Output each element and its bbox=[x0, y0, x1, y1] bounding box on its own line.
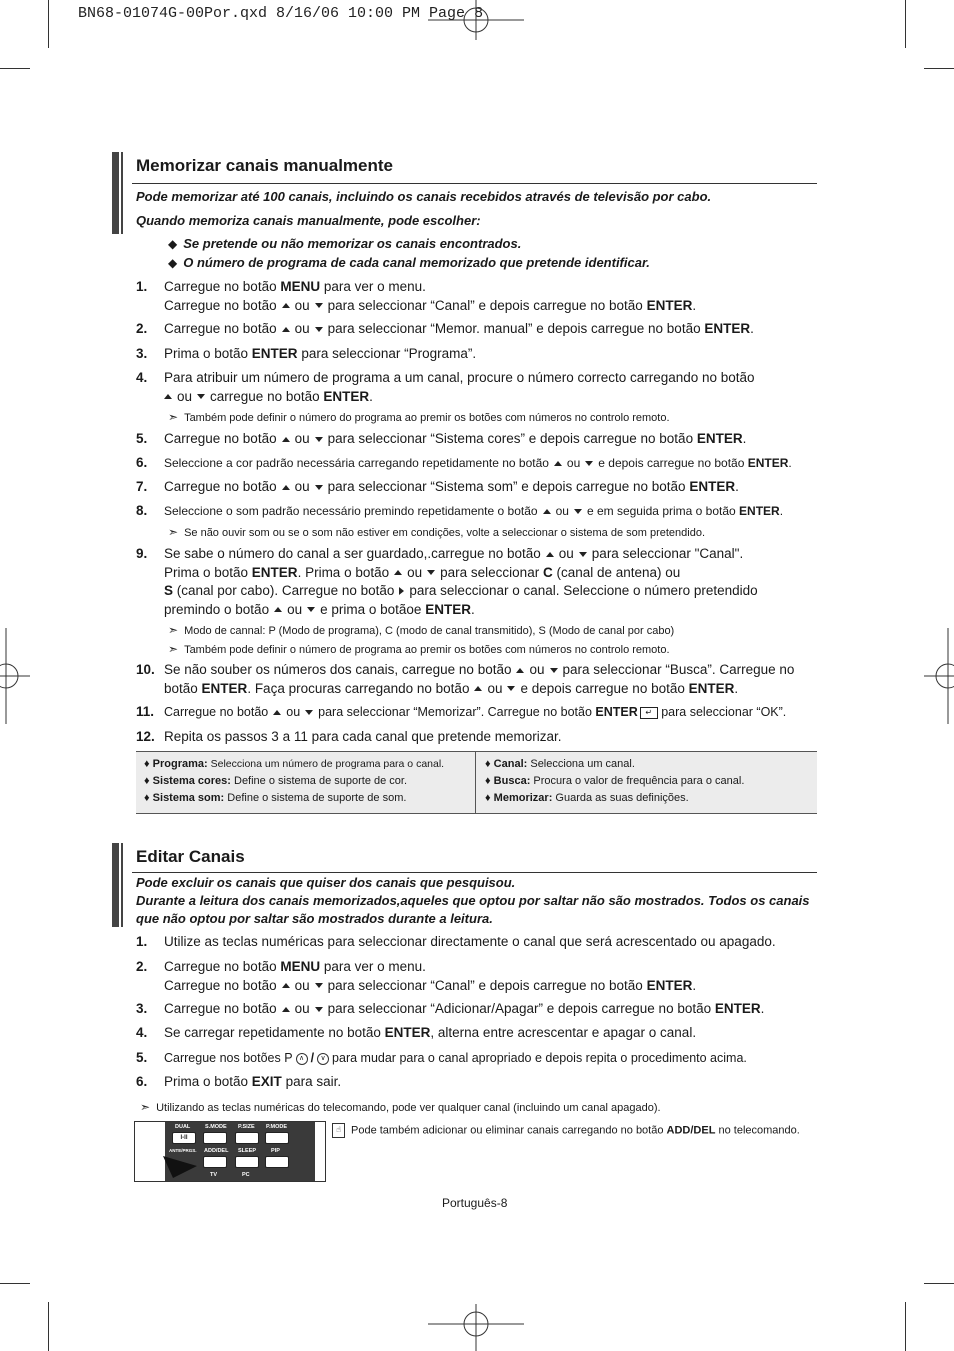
section-bar bbox=[112, 152, 119, 234]
step-2: 2. Carregue no botão ou para seleccionar “Memor. manual” e depois carregue no botão ENTER. bbox=[136, 321, 754, 336]
remote-label: DUAL bbox=[175, 1124, 191, 1130]
down-arrow-icon bbox=[315, 303, 323, 308]
step-9: 9. Se sabe o número do canal a ser guardado,.carregue no botão ou para seleccionar "Canal". Prima o botão ENTER. Prima o botão ou para seleccionar C (canal de antena) ou S (canal por cabo). Carregue no botão para seleccionar o canal. Seleccione o número pretendido premindo o botão ou e prima o botãoe ENTER. bbox=[136, 546, 758, 617]
down-arrow-icon bbox=[550, 668, 558, 673]
pointer-arrow-icon bbox=[163, 1152, 213, 1182]
registration-mark-bottom bbox=[428, 1304, 524, 1351]
down-arrow-icon bbox=[315, 437, 323, 442]
remote-label: ANTE/PRGS. bbox=[169, 1148, 197, 1153]
step-3: 3. Carregue no botão ou para seleccionar “Adicionar/Apagar” e depois carregue no botão ENTER. bbox=[136, 1001, 765, 1016]
info-item: ♦ Memorizar: Guarda as suas definições. bbox=[485, 792, 689, 804]
down-arrow-icon bbox=[507, 686, 515, 691]
arrow-icon: ➣ bbox=[140, 1100, 151, 1114]
right-arrow-icon bbox=[399, 587, 404, 595]
step-5: 5. Carregue no botão ou para seleccionar “Sistema cores” e depois carregue no botão ENTER. bbox=[136, 431, 747, 446]
bullet-item: ◆ Se pretende ou não memorizar os canais encontrados. bbox=[168, 236, 522, 251]
down-arrow-icon bbox=[305, 710, 313, 715]
note: ➣ Utilizando as teclas numéricas do telecomando, pode ver qualquer canal (incluindo um canal apagado). bbox=[140, 1100, 661, 1114]
remote-label: P.MODE bbox=[266, 1124, 287, 1130]
intro-line: Durante a leitura dos canais memorizados,aqueles que optou por saltar não são mostrados. Todos os canais que não optou por saltar são mostrados durante a leitura. bbox=[136, 893, 810, 926]
up-arrow-icon bbox=[516, 668, 524, 673]
up-arrow-icon bbox=[474, 686, 482, 691]
remote-label: S.MODE bbox=[205, 1124, 227, 1130]
remote-tip: ☝ Pode também adicionar ou eliminar canais carregando no botão ADD/DEL no telecomando. bbox=[332, 1123, 800, 1138]
down-arrow-icon bbox=[197, 394, 205, 399]
down-arrow-icon bbox=[585, 461, 593, 466]
remote-label: ADD/DEL bbox=[204, 1148, 229, 1154]
step-8: 8. Seleccione o som padrão necessário premindo repetidamente o botão ou e em seguida prima o botão ENTER. bbox=[136, 503, 784, 518]
info-col-right bbox=[485, 756, 744, 807]
remote-label: PIP bbox=[271, 1148, 280, 1154]
arrow-icon: ➣ bbox=[168, 525, 179, 539]
up-arrow-icon bbox=[282, 437, 290, 442]
up-arrow-icon bbox=[273, 710, 281, 715]
up-arrow-icon bbox=[282, 327, 290, 332]
step-11: 11. Carregue no botão ou para seleccionar “Memorizar”. Carregue no botão ENTER ↵ para seleccionar “OK”. bbox=[136, 704, 787, 719]
divider bbox=[475, 752, 476, 813]
remote-sleep-button bbox=[235, 1156, 259, 1168]
crop-mark bbox=[924, 1283, 954, 1284]
info-item: ♦ Canal: Selecciona um canal. bbox=[485, 758, 635, 770]
registration-mark-left bbox=[0, 628, 30, 724]
up-arrow-icon bbox=[282, 1007, 290, 1012]
down-arrow-icon bbox=[579, 552, 587, 557]
channel-down-icon: ∨ bbox=[317, 1053, 329, 1065]
up-arrow-icon bbox=[282, 983, 290, 988]
up-arrow-icon bbox=[282, 485, 290, 490]
info-item: ♦ Programa: Selecciona um número de programa para o canal. bbox=[144, 758, 445, 770]
crop-mark bbox=[0, 1283, 30, 1284]
channel-up-icon: ∧ bbox=[296, 1053, 308, 1065]
section-rule bbox=[132, 183, 817, 184]
crop-mark bbox=[905, 0, 906, 48]
remote-psize-button bbox=[235, 1132, 259, 1144]
up-arrow-icon bbox=[543, 509, 551, 514]
arrow-icon: ➣ bbox=[168, 642, 179, 656]
crop-mark bbox=[48, 1302, 49, 1351]
hand-icon: ☝ bbox=[332, 1123, 345, 1138]
down-arrow-icon bbox=[427, 570, 435, 575]
info-item: ♦ Sistema cores: Define o sistema de suporte de cor. bbox=[144, 775, 408, 787]
step-2: 2. Carregue no botão MENU para ver o menu. Carregue no botão ou para seleccionar “Canal” e depois carregue no botão ENTER. bbox=[136, 959, 697, 993]
section-rule bbox=[132, 872, 817, 873]
up-arrow-icon bbox=[546, 552, 554, 557]
intro-line: Pode memorizar até 100 canais, incluindo os canais recebidos através de televisão por cabo. bbox=[136, 189, 712, 204]
up-arrow-icon bbox=[394, 570, 402, 575]
down-arrow-icon bbox=[315, 327, 323, 332]
diamond-icon: ◆ bbox=[168, 237, 178, 251]
section-title: Editar Canais bbox=[136, 847, 245, 866]
crop-mark bbox=[48, 0, 49, 48]
step-1: 1. Utilize as teclas numéricas para seleccionar directamente o canal que será acrescentado ou apagado. bbox=[136, 934, 776, 949]
step-10: 10. Se não souber os números dos canais, carregue no botão ou para seleccionar “Busca”. Carregue no botão ENTER. Faça procuras carregando no botão ou e depois carregue no botão ENTER. bbox=[136, 662, 795, 696]
down-arrow-icon bbox=[574, 509, 582, 514]
remote-label: P.SIZE bbox=[238, 1124, 255, 1130]
step-7: 7. Carregue no botão ou para seleccionar “Sistema som” e depois carregue no botão ENTER. bbox=[136, 479, 739, 494]
step-3: 3. Prima o botão ENTER para seleccionar “Programa”. bbox=[136, 346, 477, 361]
step-6: 6. Prima o botão EXIT para sair. bbox=[136, 1074, 342, 1089]
arrow-icon: ➣ bbox=[168, 410, 179, 424]
note: ➣ Modo de cannal: P (Modo de programa), C (modo de canal transmitido), S (Modo de canal por cabo) bbox=[168, 623, 675, 637]
page-number: Português-8 bbox=[442, 1196, 508, 1210]
note: ➣ Também pode definir o número de programa ao premir os botões com números no controlo remoto. bbox=[168, 642, 670, 656]
crop-mark bbox=[924, 68, 954, 69]
note: ➣ Também pode definir o número do programa ao premir os botões com números no controlo remoto. bbox=[168, 410, 670, 424]
info-box bbox=[136, 751, 817, 814]
section-title: Memorizar canais manualmente bbox=[136, 156, 393, 175]
remote-label: PC bbox=[242, 1172, 250, 1178]
registration-mark-right bbox=[924, 628, 954, 724]
registration-mark-top bbox=[428, 0, 524, 40]
down-arrow-icon bbox=[315, 485, 323, 490]
remote-control-image bbox=[134, 1121, 326, 1182]
file-header: BN68-01074G-00Por.qxd 8/16/06 10:00 PM Page 8 bbox=[78, 5, 484, 22]
info-item: ♦ Busca: Procura o valor de frequência para o canal. bbox=[485, 775, 745, 787]
step-12: 12. Repita os passos 3 a 11 para cada canal que pretende memorizar. bbox=[136, 729, 562, 744]
intro-line: Pode excluir os canais que quiser dos canais que pesquisou. bbox=[136, 875, 516, 890]
up-arrow-icon bbox=[274, 607, 282, 612]
remote-pip-button bbox=[265, 1156, 289, 1168]
step-6: 6. Seleccione a cor padrão necessária carregando repetidamente no botão ou e depois carregue no botão ENTER. bbox=[136, 455, 792, 470]
up-arrow-icon bbox=[554, 461, 562, 466]
step-4: 4. Para atribuir um número de programa a um canal, procure o número correcto carregando no botão ou carregue no botão ENTER. bbox=[136, 370, 755, 404]
section-bar bbox=[121, 843, 123, 927]
section-bar bbox=[112, 843, 119, 927]
step-4: 4. Se carregar repetidamente no botão ENTER, alterna entre acrescentar e apagar o canal. bbox=[136, 1025, 697, 1040]
arrow-icon: ➣ bbox=[168, 623, 179, 637]
remote-label: TV bbox=[210, 1172, 218, 1178]
remote-body bbox=[165, 1122, 315, 1181]
info-col-left bbox=[144, 756, 444, 807]
bullet-item: ◆ O número de programa de cada canal memorizado que pretende identificar. bbox=[168, 255, 650, 270]
step-5: 5. Carregue nos botões P ∧ / ∨ para mudar para o canal apropriado e depois repita o procedimento acima. bbox=[136, 1050, 747, 1065]
intro-line: Quando memoriza canais manualmente, pode escolher: bbox=[136, 213, 481, 228]
diamond-icon: ◆ bbox=[168, 256, 178, 270]
remote-smode-button bbox=[203, 1132, 227, 1144]
remote-pmode-button bbox=[265, 1132, 289, 1144]
remote-label: SLEEP bbox=[238, 1148, 257, 1154]
section-bar bbox=[121, 152, 123, 234]
up-arrow-icon bbox=[164, 394, 172, 399]
step-1: 1. Carregue no botão MENU para ver o menu. Carregue no botão ou para seleccionar “Canal” e depois carregue no botão ENTER. bbox=[136, 279, 697, 313]
enter-icon: ↵ bbox=[640, 707, 658, 719]
remote-dual-button: I-II bbox=[172, 1132, 196, 1144]
down-arrow-icon bbox=[307, 607, 315, 612]
crop-mark bbox=[0, 68, 30, 69]
crop-mark bbox=[905, 1302, 906, 1351]
info-item: ♦ Sistema som: Define o sistema de suporte de som. bbox=[144, 792, 407, 804]
note: ➣ Se não ouvir som ou se o som não estiver em condições, volte a seleccionar o sistema de som pretendido. bbox=[168, 525, 705, 539]
down-arrow-icon bbox=[315, 983, 323, 988]
down-arrow-icon bbox=[315, 1007, 323, 1012]
up-arrow-icon bbox=[282, 303, 290, 308]
